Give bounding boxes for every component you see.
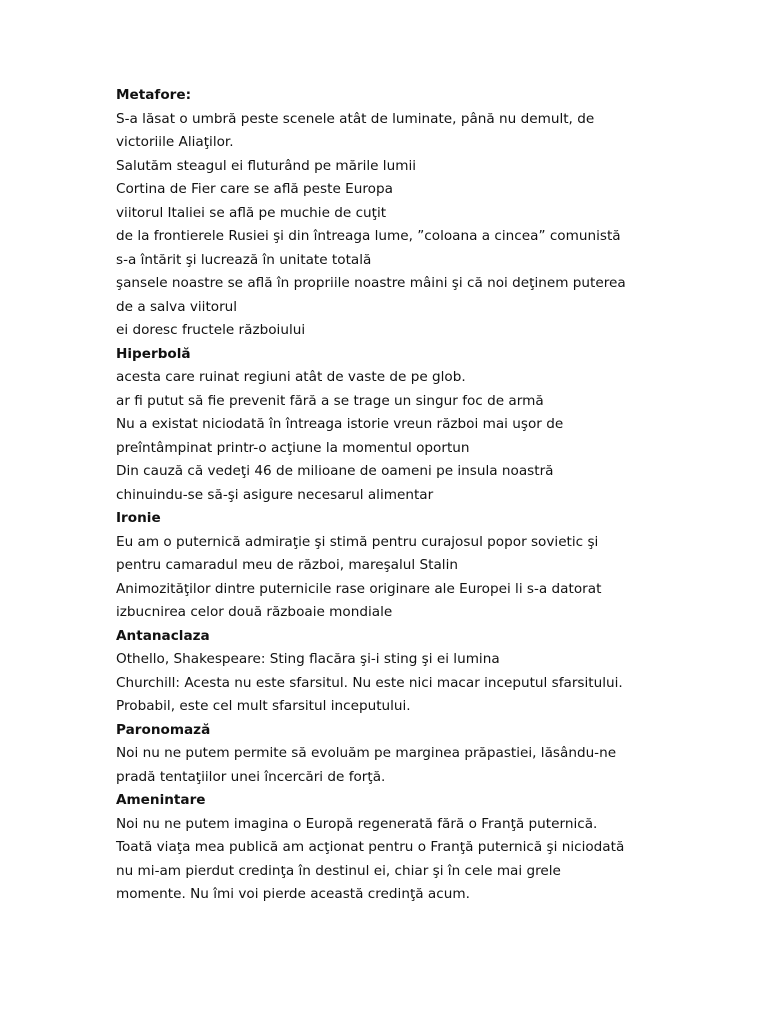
- text-line: Toată viaţa mea publică am acţionat pentru o Franţă puternică şi niciodată: [116, 839, 625, 855]
- text-line: şansele noastre se află în propriile noastre mâini şi că noi deţinem puterea: [116, 275, 626, 291]
- text-line: Din cauză că vedeţi 46 de milioane de oameni pe insula noastră: [116, 463, 554, 479]
- section-heading: Paronomază: [116, 721, 211, 738]
- text-line: Noi nu ne putem permite să evoluăm pe marginea prăpastiei, lăsându-ne: [116, 745, 617, 761]
- text-line: de a salva viitorul: [116, 298, 238, 315]
- text-line: Salutăm steagul ei fluturând pe mările lumii: [116, 157, 416, 174]
- section-antanaclaza: [116, 625, 656, 719]
- text-line: momente. Nu îmi voi pierde această credinţă acum.: [116, 886, 470, 902]
- text-line: Noi nu ne putem imagina o Europă regenerată fără o Franţă puternică.: [116, 815, 598, 832]
- text-line: de la frontierele Rusiei şi din întreaga lume, ”coloana a cincea” comunistă: [116, 228, 621, 244]
- text-line: pradă tentaţiilor unei încercări de forţă.: [116, 768, 386, 785]
- section-hiperbola: [116, 343, 656, 508]
- text-line: chinuindu-se să-şi asigure necesarul alimentar: [116, 486, 434, 503]
- section-heading: Hiperbolă: [116, 345, 191, 362]
- text-line: pentru camaradul meu de război, mareşalul Stalin: [116, 557, 458, 573]
- text-line: Nu a existat niciodată în întreaga istorie vreun război mai uşor de: [116, 416, 564, 432]
- text-line: ar fi putut să fie prevenit fără a se trage un singur foc de armă: [116, 392, 544, 409]
- section-paronomaza: [116, 719, 656, 790]
- text-line: S-a lăsat o umbră peste scenele atât de luminate, până nu demult, de: [116, 110, 595, 127]
- text-line: acesta care ruinat regiuni atât de vaste de pe glob.: [116, 369, 466, 385]
- text-line: nu mi-am pierdut credinţa în destinul ei, chiar şi în cele mai grele: [116, 862, 561, 879]
- text-line: Eu am o puternică admiraţie şi stimă pentru curajosul popor sovietic şi: [116, 533, 599, 550]
- text-line: s-a întărit şi lucrează în unitate totală: [116, 251, 372, 268]
- text-line: izbucnirea celor două războaie mondiale: [116, 604, 393, 620]
- text-line: viitorul Italiei se află pe muchie de cuţit: [116, 204, 387, 221]
- text-line: Animozităţilor dintre puternicile rase originare ale Europei li s-a datorat: [116, 580, 602, 597]
- text-line: Probabil, este cel mult sfarsitul inceputului.: [116, 698, 411, 714]
- document-page: [116, 84, 656, 907]
- section-heading: Antanaclaza: [116, 627, 210, 644]
- text-line: Churchill: Acesta nu este sfarsitul. Nu este nici macar inceputul sfarsitului.: [116, 674, 623, 691]
- text-line: preîntâmpinat printr-o acţiune la momentul oportun: [116, 439, 470, 456]
- section-amenintare: [116, 789, 656, 907]
- text-line: Othello, Shakespeare: Sting flacăra şi-i sting şi ei lumina: [116, 651, 500, 667]
- text-line: Cortina de Fier care se află peste Europa: [116, 181, 393, 197]
- section-heading: Metafore:: [116, 87, 192, 103]
- section-metafore: [116, 84, 656, 343]
- text-line: ei doresc fructele războiului: [116, 322, 306, 338]
- text-line: victoriile Aliaţilor.: [116, 134, 234, 150]
- section-heading: Ironie: [116, 510, 161, 526]
- section-heading: Amenintare: [116, 792, 206, 808]
- section-ironie: [116, 507, 656, 625]
